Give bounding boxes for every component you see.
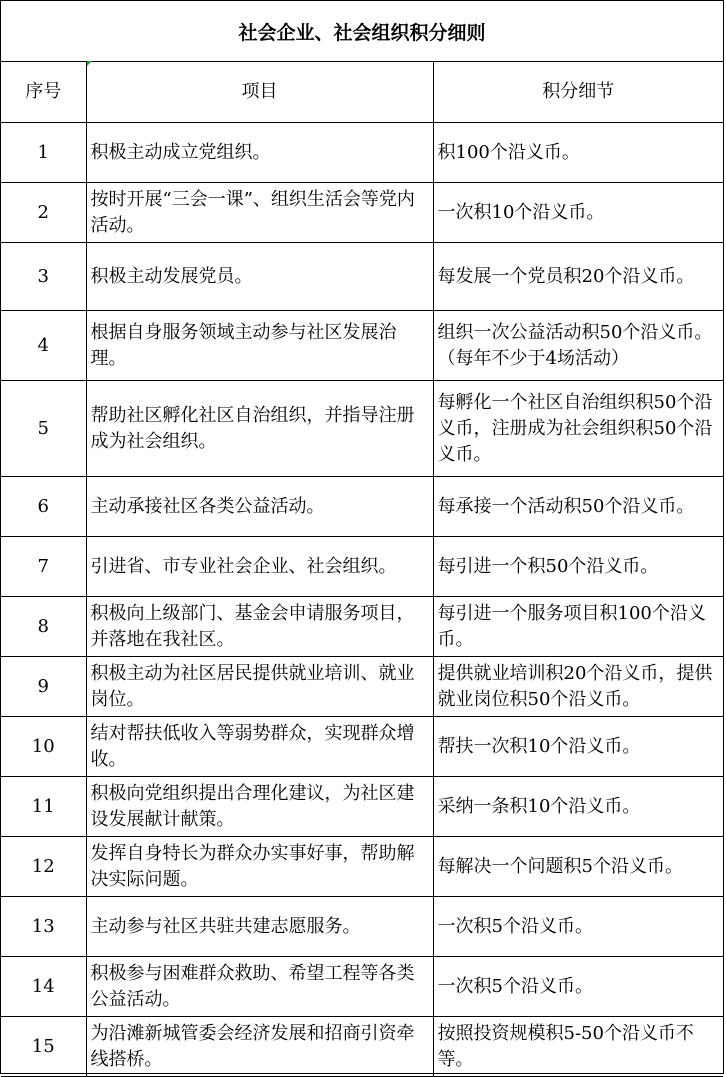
row-detail: 每孵化一个社区自治组织积50个沿义币，注册成为社会组织积50个沿义币。	[433, 381, 723, 477]
table-row	[1, 381, 723, 477]
row-item: 积极向上级部门、基金会申请服务项目，并落地在我社区。	[86, 597, 433, 657]
table-row	[1, 537, 723, 597]
row-detail: 一次积10个沿义币。	[433, 183, 723, 243]
row-number: 4	[1, 311, 86, 381]
row-detail: 每承接一个活动积50个沿义币。	[433, 477, 723, 537]
cell-comment-marker	[87, 61, 92, 66]
header-item: 项目	[86, 62, 433, 123]
row-item: 帮助社区孵化社区自治组织，并指导注册成为社会组织。	[86, 381, 433, 477]
table-row	[1, 657, 723, 717]
row-detail: 一次积5个沿义币。	[433, 897, 723, 957]
table-row	[1, 717, 723, 777]
row-number: 2	[1, 183, 86, 243]
table-row	[1, 897, 723, 957]
row-item: 积极参与困难群众救助、希望工程等各类公益活动。	[86, 957, 433, 1017]
table-row	[1, 123, 723, 183]
row-item: 结对帮扶低收入等弱势群众，实现群众增收。	[86, 717, 433, 777]
row-item: 主动承接社区各类公益活动。	[86, 477, 433, 537]
row-detail: 每引进一个服务项目积100个沿义币。	[433, 597, 723, 657]
rules-table	[1, 62, 723, 1077]
row-number: 12	[1, 837, 86, 897]
row-item: 发挥自身特长为群众办实事好事，帮助解决实际问题。	[86, 837, 433, 897]
row-detail: 帮扶一次积10个沿义币。	[433, 717, 723, 777]
header-row	[1, 62, 723, 123]
row-item: 积极向党组织提出合理化建议，为社区建设发展献计献策。	[86, 777, 433, 837]
table-row	[1, 311, 723, 381]
row-number: 13	[1, 897, 86, 957]
table-row	[1, 597, 723, 657]
row-detail: 每解决一个问题积5个沿义币。	[433, 837, 723, 897]
row-detail: 采纳一条积10个沿义币。	[433, 777, 723, 837]
row-number: 14	[1, 957, 86, 1017]
header-detail: 积分细节	[433, 62, 723, 123]
row-detail: 每引进一个积50个沿义币。	[433, 537, 723, 597]
row-number: 15	[1, 1017, 86, 1077]
table-row	[1, 243, 723, 311]
row-item: 引进省、市专业社会企业、社会组织。	[86, 537, 433, 597]
table-row	[1, 957, 723, 1017]
row-item: 为沿滩新城管委会经济发展和招商引资牵线搭桥。	[86, 1017, 433, 1077]
row-detail: 按照投资规模积5-50个沿义币不等。	[433, 1017, 723, 1077]
row-number: 11	[1, 777, 86, 837]
row-number: 9	[1, 657, 86, 717]
row-item: 主动参与社区共驻共建志愿服务。	[86, 897, 433, 957]
row-item: 根据自身服务领域主动参与社区发展治理。	[86, 311, 433, 381]
row-item: 积极主动成立党组织。	[86, 123, 433, 183]
row-number: 5	[1, 381, 86, 477]
row-detail: 组织一次公益活动积50个沿义币。 （每年不少于4场活动）	[433, 311, 723, 381]
row-detail: 积100个沿义币。	[433, 123, 723, 183]
table-row	[1, 183, 723, 243]
row-item: 积极主动为社区居民提供就业培训、就业岗位。	[86, 657, 433, 717]
table-row	[1, 837, 723, 897]
row-number: 1	[1, 123, 86, 183]
row-number: 6	[1, 477, 86, 537]
table-row	[1, 777, 723, 837]
table-row	[1, 477, 723, 537]
row-detail: 提供就业培训积20个沿义币，提供就业岗位积50个沿义币。	[433, 657, 723, 717]
row-number: 7	[1, 537, 86, 597]
row-item: 积极主动发展党员。	[86, 243, 433, 311]
header-no: 序号	[1, 62, 86, 123]
row-number: 3	[1, 243, 86, 311]
row-number: 10	[1, 717, 86, 777]
sheet-title: 社会企业、社会组织积分细则	[1, 1, 723, 62]
row-detail: 每发展一个党员积20个沿义币。	[433, 243, 723, 311]
row-number: 8	[1, 597, 86, 657]
row-detail: 一次积5个沿义币。	[433, 957, 723, 1017]
row-item: 按时开展“三会一课”、组织生活会等党内活动。	[86, 183, 433, 243]
table-row	[1, 1017, 723, 1077]
